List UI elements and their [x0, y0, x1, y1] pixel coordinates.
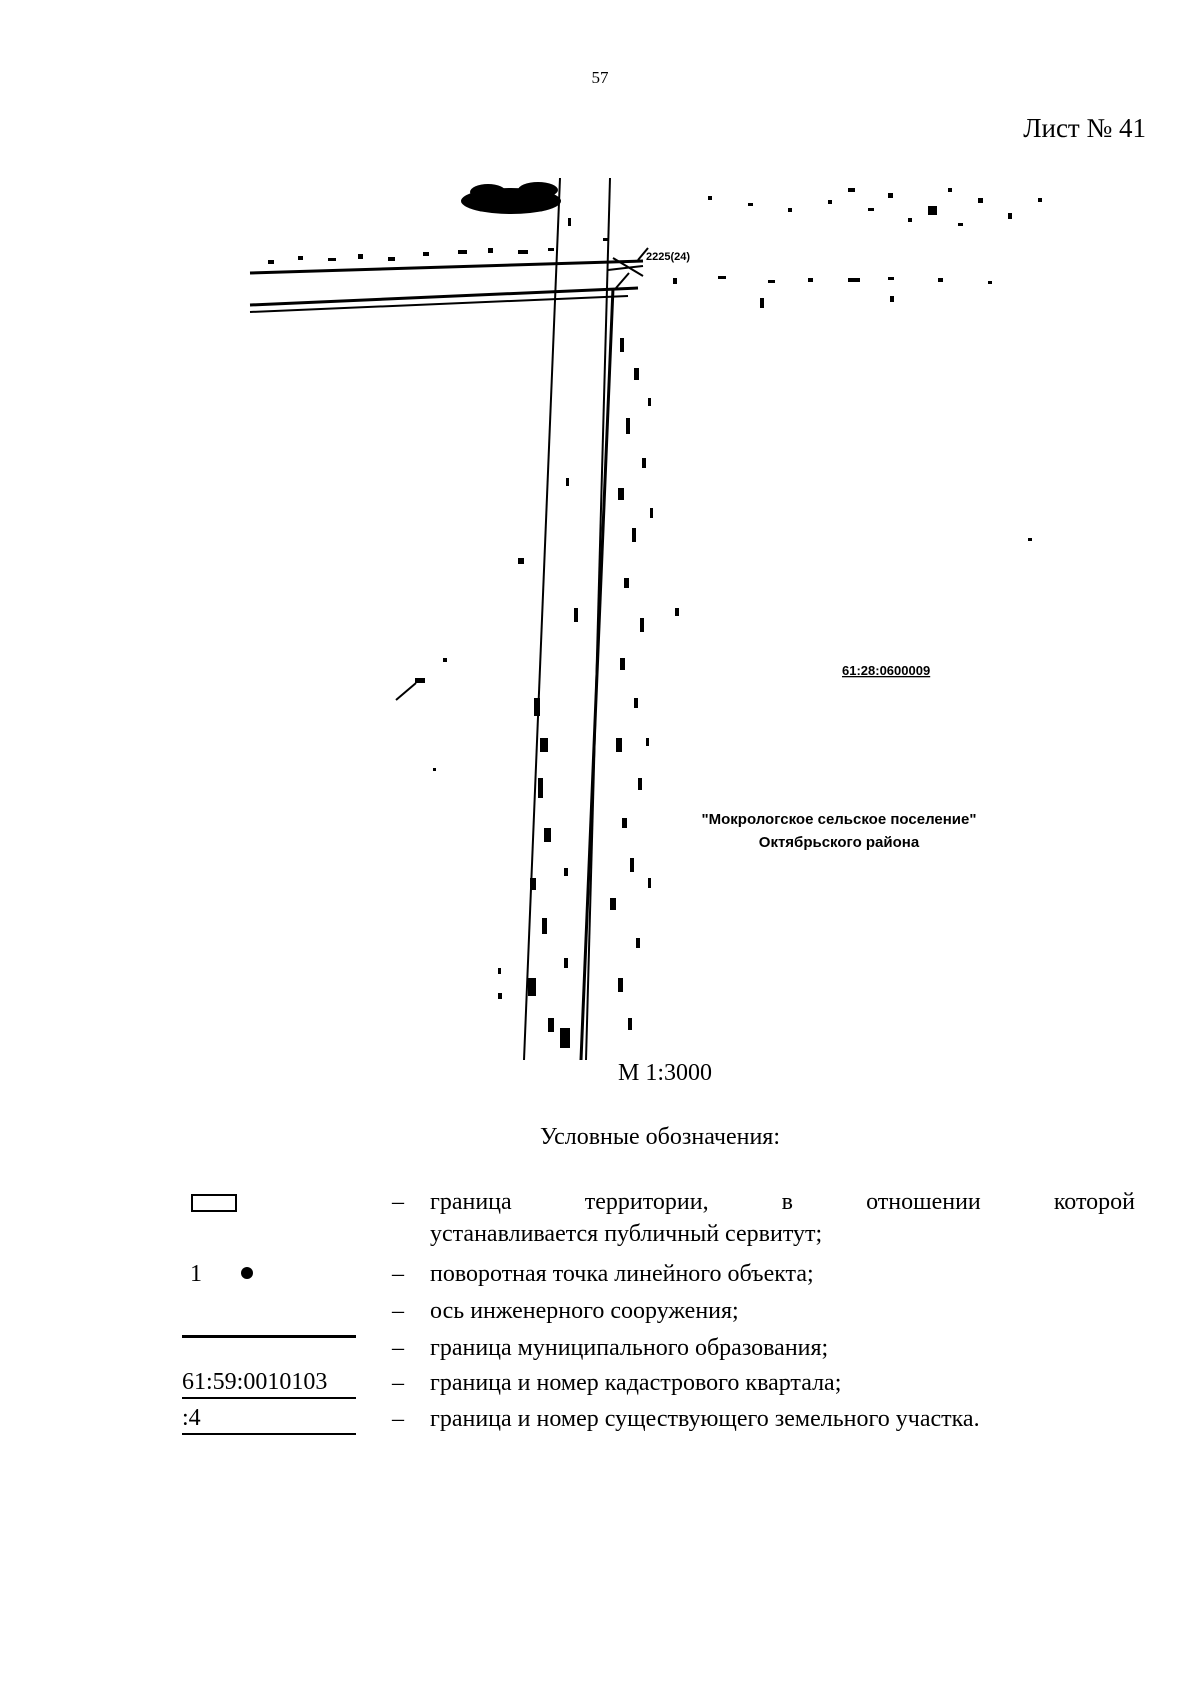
legend-text: граница и номер кадастрового квартала;	[430, 1370, 842, 1396]
legend-dash: –	[392, 1335, 404, 1361]
legend-text: ось инженерного сооружения;	[430, 1298, 739, 1324]
settlement-district: Октябрьского района	[758, 834, 920, 851]
vegetation-blob	[461, 182, 561, 214]
point-number: 1	[190, 1261, 202, 1287]
vegetation-speckles	[268, 188, 1042, 1048]
sheet-label: Лист № 41	[1023, 113, 1146, 143]
map-scale: М 1:3000	[617, 1060, 712, 1086]
legend-dash: –	[392, 1406, 404, 1432]
point-dot-icon	[241, 1267, 253, 1279]
settlement-name: "Мокрологское сельское поселение"	[701, 811, 977, 828]
legend-dash: –	[392, 1298, 404, 1324]
legend-text: граница и номер существующего земельного участка.	[430, 1406, 980, 1432]
legend-text: поворотная точка линейного объекта;	[430, 1261, 814, 1287]
cadastral-sample-suffix: :4	[182, 1403, 356, 1435]
rectangle-outline-icon	[191, 1194, 237, 1212]
point-label: 2225(24)	[646, 251, 691, 263]
cadastral-block-label: 61:28:0600009	[842, 663, 931, 678]
legend-dash: –	[392, 1261, 404, 1287]
legend-dash: –	[392, 1189, 404, 1215]
legend-title: Условные обозначения:	[539, 1124, 781, 1150]
cadastral-sample-number: 61:59:0010103	[182, 1367, 356, 1399]
legend-text: граница территории, в отношении которой устанавливается публичный сервитут;	[430, 1189, 1135, 1247]
leader-line	[396, 683, 416, 700]
legend-text: граница муниципального образования;	[430, 1335, 829, 1361]
map-image	[248, 178, 1078, 1060]
page-number: 57	[591, 68, 609, 87]
solid-line-icon	[182, 1335, 356, 1338]
legend-dash: –	[392, 1370, 404, 1396]
road-lines	[250, 248, 648, 312]
